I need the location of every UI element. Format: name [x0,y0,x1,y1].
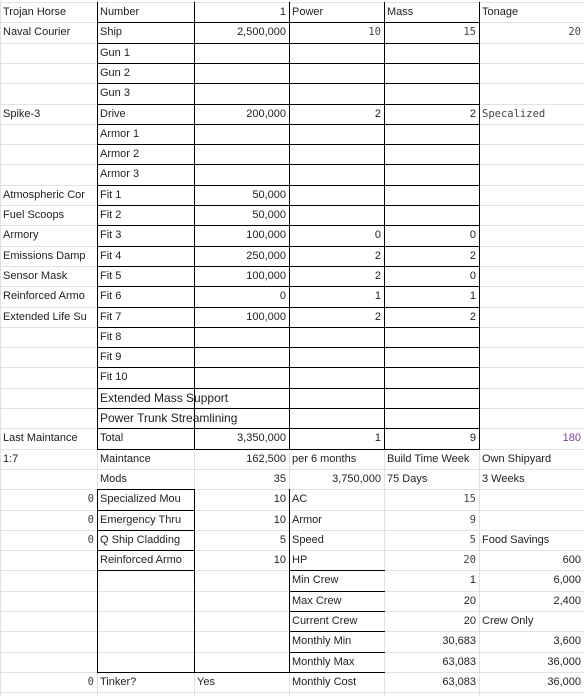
tonage-cell[interactable] [479,308,584,328]
item-cell[interactable]: Fit 2 [100,209,122,221]
power-cell[interactable] [289,145,384,165]
item-cell[interactable]: Reinforced Armo [100,554,182,566]
mass-cell[interactable]: 0 [469,229,476,241]
label-cell[interactable] [0,328,97,348]
mass-cell[interactable] [384,84,479,104]
cost-cell[interactable]: 100,000 [246,229,286,241]
label-cell[interactable] [0,125,97,145]
power-cell[interactable]: 0 [374,229,381,241]
label-cell[interactable] [0,632,97,652]
cost-cell[interactable] [194,145,289,165]
item-cell[interactable]: Mods [100,473,127,485]
mass-cell[interactable]: 2 [469,108,476,120]
label-cell[interactable] [0,470,97,490]
power-cell[interactable]: 1 [374,432,381,444]
tonage-cell[interactable]: 20 [568,26,581,38]
tonage-cell[interactable] [479,490,584,510]
cost-cell[interactable] [194,571,289,591]
power-cell[interactable] [289,165,384,185]
mass-cell[interactable] [384,389,479,409]
item-cell[interactable]: Extended Mass Support [100,391,229,405]
tonage-cell[interactable] [479,287,584,307]
mod-flag-cell[interactable]: 0 [87,493,94,505]
item-cell[interactable] [97,592,194,612]
item-cell[interactable]: Q Ship Cladding [100,534,181,546]
item-cell[interactable]: Fit 6 [100,290,122,302]
cost-cell[interactable]: 10 [273,493,286,505]
item-cell[interactable]: Armor 1 [100,128,140,140]
power-cell[interactable]: Monthly Max [292,656,355,668]
mass-cell[interactable]: 63,083 [442,676,476,688]
mass-cell[interactable] [384,44,479,64]
cost-cell[interactable] [194,653,289,673]
mod-flag-cell[interactable]: 0 [87,534,94,546]
item-cell[interactable]: Specialized Mou [100,493,181,505]
cost-cell[interactable]: 100,000 [246,311,286,323]
cost-cell[interactable]: 10 [273,554,286,566]
power-cell[interactable]: Speed [292,534,324,546]
mass-cell[interactable]: 1 [469,290,476,302]
mass-cell[interactable]: Mass [387,6,414,18]
label-cell[interactable] [0,44,97,64]
item-cell[interactable] [97,632,194,652]
item-cell[interactable]: Gun 2 [100,67,130,79]
power-cell[interactable]: Current Crew [292,615,358,627]
tonage-cell[interactable]: Food Savings [482,534,550,546]
power-cell[interactable]: Monthly Cost [292,676,357,688]
mass-cell[interactable] [384,145,479,165]
label-cell[interactable]: Last Maintance [3,432,78,444]
power-cell[interactable]: 10 [368,26,381,38]
label-cell[interactable]: Extended Life Su [3,311,87,323]
tonage-cell[interactable] [479,348,584,368]
item-cell[interactable]: Number [100,6,140,18]
tonage-cell[interactable] [479,328,584,348]
mass-cell[interactable]: 15 [463,26,476,38]
cost-cell[interactable] [194,348,289,368]
tonage-cell[interactable] [479,64,584,84]
power-cell[interactable] [289,84,384,104]
power-cell[interactable]: Armor [292,514,322,526]
mass-cell[interactable]: 20 [463,595,476,607]
item-cell[interactable]: Armor 3 [100,168,140,180]
mass-cell[interactable]: 15 [463,493,476,505]
tonage-cell[interactable] [479,511,584,531]
tonage-cell[interactable]: 3,600 [553,635,581,647]
mass-cell[interactable]: 9 [469,432,476,444]
label-cell[interactable] [0,348,97,368]
label-cell[interactable] [0,165,97,185]
power-cell[interactable] [289,368,384,388]
power-cell[interactable]: 1 [374,290,381,302]
tonage-cell[interactable] [479,409,584,429]
cost-cell[interactable]: 10 [273,514,286,526]
tonage-cell[interactable]: 180 [562,432,581,444]
item-cell[interactable]: Total [100,432,124,444]
cost-cell[interactable]: 35 [273,473,286,485]
power-cell[interactable]: Max Crew [292,595,342,607]
cost-cell[interactable] [194,592,289,612]
tonage-cell[interactable] [479,389,584,409]
label-cell[interactable] [0,612,97,632]
mass-cell[interactable] [384,64,479,84]
cost-cell[interactable] [194,612,289,632]
item-cell[interactable]: Fit 7 [100,311,122,323]
label-cell[interactable] [0,551,97,571]
cost-cell[interactable]: 50,000 [252,209,286,221]
power-cell[interactable] [289,125,384,145]
label-cell[interactable]: Spike-3 [3,108,41,120]
label-cell[interactable]: Fuel Scoops [3,209,65,221]
cost-cell[interactable]: 50,000 [252,189,286,201]
power-cell[interactable]: 2 [374,270,381,282]
cost-cell[interactable]: 0 [279,290,286,302]
mass-cell[interactable]: 75 Days [387,473,428,485]
mods-total-cell[interactable]: 3,750,000 [332,473,381,485]
item-cell[interactable] [97,571,194,591]
label-cell[interactable]: Atmospheric Cor [3,189,85,201]
mass-cell[interactable]: 2 [469,250,476,262]
item-cell[interactable]: Fit 5 [100,270,122,282]
item-cell[interactable]: Drive [100,108,126,120]
tonage-cell[interactable] [479,206,584,226]
mass-cell[interactable] [384,368,479,388]
label-cell[interactable] [0,409,97,429]
cost-cell[interactable] [194,125,289,145]
label-cell[interactable] [0,571,97,591]
tonage-cell[interactable]: 2,400 [553,595,581,607]
item-cell[interactable]: Fit 3 [100,229,122,241]
tonage-cell[interactable] [479,247,584,267]
cost-cell[interactable]: 3,350,000 [237,432,286,444]
power-cell[interactable]: AC [292,493,308,505]
tonage-cell[interactable] [479,226,584,246]
power-cell[interactable]: per 6 months [292,453,357,465]
tinker-flag-cell[interactable]: 0 [87,676,94,688]
cost-cell[interactable]: 250,000 [246,250,286,262]
tonage-cell[interactable] [479,186,584,206]
mass-cell[interactable] [384,409,479,429]
mod-flag-cell[interactable]: 0 [87,514,94,526]
tonage-cell[interactable] [479,125,584,145]
power-cell[interactable] [289,206,384,226]
cost-cell[interactable] [194,84,289,104]
item-cell[interactable] [97,612,194,632]
tonage-cell[interactable] [479,267,584,287]
tonage-cell[interactable]: 3 Weeks [482,473,525,485]
cost-cell[interactable]: 100,000 [246,270,286,282]
tonage-cell[interactable] [479,165,584,185]
mass-cell[interactable]: 1 [469,574,476,586]
tonage-cell[interactable]: 600 [562,554,581,566]
power-cell[interactable]: Min Crew [292,574,339,586]
item-cell[interactable]: Maintance [100,453,151,465]
item-cell[interactable]: Fit 9 [100,351,122,363]
cost-cell[interactable] [194,328,289,348]
item-cell[interactable]: Armor 2 [100,148,140,160]
tonage-cell[interactable]: Crew Only [482,615,534,627]
tonage-cell[interactable]: 36,000 [547,676,581,688]
label-cell[interactable]: Emissions Damp [3,250,86,262]
mass-cell[interactable]: 63,083 [442,656,476,668]
mass-cell[interactable] [384,165,479,185]
mass-cell[interactable]: 20 [463,615,476,627]
cost-cell[interactable] [194,632,289,652]
tinker-value-cell[interactable]: Yes [197,676,215,688]
cost-cell[interactable] [194,44,289,64]
item-cell[interactable]: Fit 8 [100,331,122,343]
label-cell[interactable] [0,368,97,388]
item-cell[interactable]: Emergency Thru [100,514,182,526]
mass-cell[interactable] [384,206,479,226]
item-cell[interactable]: Fit 1 [100,189,122,201]
tonage-cell[interactable] [479,368,584,388]
power-cell[interactable] [289,64,384,84]
cost-cell[interactable]: 200,000 [246,108,286,120]
tonage-cell[interactable] [479,84,584,104]
power-cell[interactable]: 2 [374,108,381,120]
cost-cell[interactable] [194,64,289,84]
label-cell[interactable]: Reinforced Armo [3,290,85,302]
mass-cell[interactable]: 0 [469,270,476,282]
power-cell[interactable]: 2 [374,311,381,323]
item-cell[interactable]: Fit 4 [100,250,122,262]
item-cell[interactable]: Gun 1 [100,47,130,59]
power-cell[interactable]: HP [292,554,308,566]
item-cell[interactable]: Tinker? [100,676,137,688]
cost-cell[interactable]: 5 [279,534,286,546]
label-cell[interactable] [0,84,97,104]
power-cell[interactable]: Power [292,6,324,18]
label-cell[interactable] [0,145,97,165]
mass-cell[interactable]: 2 [469,311,476,323]
tonage-cell[interactable]: 36,000 [547,656,581,668]
mass-cell[interactable]: Build Time Week [387,453,470,465]
tonage-cell[interactable]: Specalized [482,108,546,120]
label-cell[interactable]: Trojan Horse [3,6,67,18]
label-cell[interactable]: Armory [3,229,39,241]
power-cell[interactable] [289,409,384,429]
mass-cell[interactable]: 30,683 [442,635,476,647]
tonage-cell[interactable]: Own Shipyard [482,453,552,465]
item-cell[interactable]: Fit 10 [100,371,128,383]
label-cell[interactable] [0,592,97,612]
cost-cell[interactable] [194,165,289,185]
power-cell[interactable] [289,186,384,206]
item-cell[interactable]: Power Trunk Streamlining [100,411,238,425]
item-cell[interactable]: Gun 3 [100,87,130,99]
mass-cell[interactable] [384,328,479,348]
item-cell[interactable] [97,653,194,673]
label-cell[interactable]: Naval Courier [3,26,71,38]
tonage-cell[interactable]: Tonage [482,6,519,18]
power-cell[interactable] [289,328,384,348]
power-cell[interactable] [289,348,384,368]
mass-cell[interactable]: 5 [469,534,476,546]
label-cell[interactable] [0,389,97,409]
tonage-cell[interactable]: 6,000 [553,574,581,586]
mass-cell[interactable] [384,125,479,145]
label-cell[interactable] [0,64,97,84]
power-cell[interactable] [289,44,384,64]
tonage-cell[interactable] [479,145,584,165]
item-cell[interactable]: Ship [100,26,123,38]
label-cell[interactable] [0,653,97,673]
mass-cell[interactable] [384,186,479,206]
cost-cell[interactable]: 162,500 [246,453,286,465]
mass-cell[interactable]: 20 [463,554,476,566]
cost-cell[interactable]: 1 [279,6,286,18]
power-cell[interactable] [289,389,384,409]
power-cell[interactable]: 2 [374,250,381,262]
label-cell[interactable]: Sensor Mask [3,270,68,282]
label-cell[interactable]: 1:7 [3,453,19,465]
cost-cell[interactable] [194,368,289,388]
mass-cell[interactable]: 9 [469,514,476,526]
mass-cell[interactable] [384,348,479,368]
tonage-cell[interactable] [479,44,584,64]
power-cell[interactable]: Monthly Min [292,635,352,647]
cost-cell[interactable]: 2,500,000 [237,26,286,38]
